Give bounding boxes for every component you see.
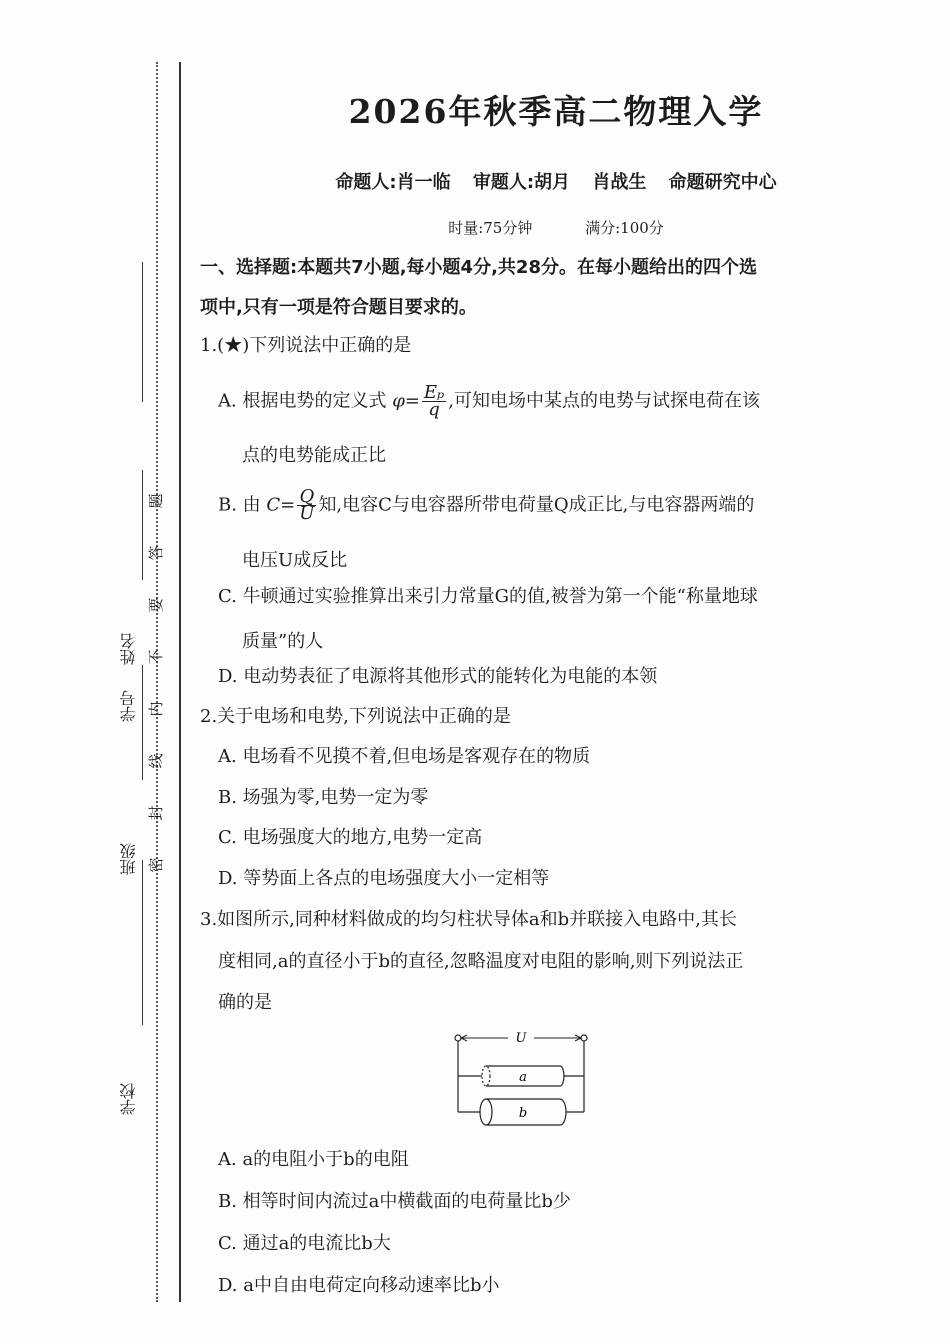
section-heading [200, 248, 830, 328]
q1-b-text: B. 由 [218, 494, 261, 516]
q3-option-c[interactable]: C. 通过a的电流比b大 [218, 1233, 391, 1254]
dotted-cut-line [156, 62, 158, 1302]
full-score: 满分:100分 [585, 219, 664, 237]
seal-char: 不 [147, 649, 165, 665]
q1-a-fraction [422, 382, 446, 420]
q1-b-c: C= [266, 494, 296, 516]
q1-a-text: A. 根据电势的定义式 [218, 390, 387, 412]
q1-stem: 1.(★)下列说法中正确的是 [200, 335, 412, 356]
student-id-line[interactable] [142, 262, 143, 402]
author-reviewer: 审题人:胡月 [472, 172, 571, 193]
q1-option-a[interactable] [218, 382, 828, 420]
q2-option-d[interactable]: D. 等势面上各点的电场强度大小一定相等 [218, 868, 550, 889]
seal-char: 题 [147, 493, 165, 509]
q3-option-b[interactable]: B. 相等时间内流过a中横截面的电荷量比b少 [218, 1191, 571, 1212]
q1-option-a-cont: 点的电势能成正比 [242, 445, 386, 466]
q1-b-text-2: 知,电容C与电容器所带电荷量Q成正比,与电容器两端的 [318, 494, 755, 516]
name-line[interactable] [142, 470, 143, 580]
q2-option-c[interactable]: C. 电场强度大的地方,电势一定高 [218, 827, 483, 848]
seal-char: 密 [147, 857, 165, 873]
q3-stem-line3: 确的是 [218, 992, 272, 1013]
q3-stem-line2: 度相同,a的直径小于b的直径,忽略温度对电阻的影响,则下列说法正 [218, 951, 744, 972]
q2-option-b[interactable]: B. 场强为零,电势一定为零 [218, 787, 429, 808]
q1-option-c-cont: 质量”的人 [242, 631, 324, 652]
q1-a-phi: φ= [392, 390, 420, 412]
q1-option-c[interactable]: C. 牛顿通过实验推算出来引力常量G的值,被誉为第一个能“称量地球 [218, 586, 758, 607]
seal-char: 封 [147, 805, 165, 821]
seal-char: 线 [147, 753, 165, 769]
q3-option-d[interactable]: D. a中自由电荷定向移动速率比b小 [218, 1275, 500, 1296]
q1-b-denominator: U [299, 503, 315, 524]
q1-a-numerator: Eₚ [423, 382, 445, 403]
q1-option-b-cont: 电压U成反比 [242, 550, 348, 571]
author-center: 命题研究中心 [668, 172, 777, 193]
name-label: 姓名 [119, 633, 138, 665]
conductor-b-label: b [518, 1106, 528, 1121]
school-line[interactable] [142, 860, 143, 1025]
voltage-label: U [515, 1031, 527, 1046]
seal-char: 答 [147, 545, 165, 561]
q1-b-fraction [297, 486, 316, 524]
q3-stem-line1: 3.如图所示,同种材料做成的均匀柱状导体a和b并联接入电路中,其长 [200, 909, 737, 930]
q1-option-d[interactable]: D. 电动势表征了电源将其他形式的能转化为电能的本领 [218, 666, 658, 687]
q1-option-b[interactable] [218, 486, 828, 524]
conductor-a-label: a [519, 1070, 527, 1085]
seal-warning [147, 475, 182, 891]
circuit-diagram [446, 1028, 596, 1128]
author-setter: 命题人:肖一临 [335, 172, 451, 193]
q2-option-a[interactable]: A. 电场看不见摸不着,但电场是客观存在的物质 [218, 746, 591, 767]
author-reviewer-2: 肖战生 [592, 172, 647, 193]
page-title: 2026年秋季高二物理入学 [348, 92, 764, 131]
seal-char: 内 [147, 701, 165, 717]
q2-stem: 2.关于电场和电势,下列说法中正确的是 [200, 706, 511, 727]
class-label: 班级 [119, 843, 138, 875]
binding-margin [0, 0, 185, 1344]
authors-line [196, 168, 916, 194]
class-line[interactable] [142, 665, 143, 780]
q1-b-numerator: Q [297, 489, 316, 506]
q1-a-text-2: ,可知电场中某点的电势与试探电荷在该 [448, 390, 760, 412]
q3-option-a[interactable]: A. a的电阻小于b的电阻 [218, 1149, 409, 1170]
exam-info [196, 217, 916, 238]
section-heading-line2: 项中,只有一项是符合题目要求的。 [200, 297, 477, 318]
q1-a-denominator: q [428, 399, 440, 420]
time-limit: 时量:75分钟 [448, 219, 533, 237]
conductor-b-end [480, 1099, 492, 1125]
section-heading-line1: 一、选择题:本题共7小题,每小题4分,共28分。在每小题给出的四个选 [200, 257, 757, 278]
student-id-label: 学号 [119, 690, 138, 722]
school-label: 学校 [119, 1083, 138, 1115]
conductor-a-end [482, 1066, 490, 1086]
seal-char: 要 [147, 597, 165, 613]
